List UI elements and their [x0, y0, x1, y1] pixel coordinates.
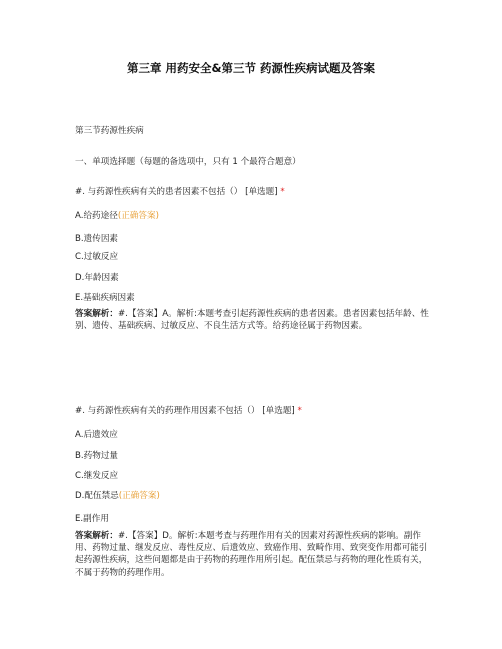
option-b: [75, 234, 118, 245]
option-label: E.副作用: [75, 514, 109, 524]
option-label: B.遗传因素: [75, 234, 119, 244]
section-heading: 第三节药源性疾病: [75, 126, 144, 136]
analysis-label: 答案解析：: [75, 309, 118, 319]
option-label: C.过敏反应: [75, 252, 119, 262]
option-e: [75, 514, 109, 525]
option-label: A.给药途径: [75, 211, 118, 221]
option-d: [75, 491, 160, 502]
option-label: A.后遗效应: [75, 430, 118, 440]
required-mark: *: [297, 406, 302, 416]
question-1-stem: [75, 187, 285, 198]
question-type: [单选题]: [245, 187, 278, 197]
analysis-text: #.【答案】D。解析:本题考查与药理作用有关的因素对药源性疾病的影响。副作用、药物过量、继发反应、毒性反应、后遗效应、致癌作用、致畸作用、致突变作用都可能引起药源性疾病，这些问题都是由于药物的药理作用所引起。配伍禁忌与药物的理化性质有关，不属于药物的药理作用。: [75, 531, 428, 578]
option-label: B.药物过量: [75, 451, 119, 461]
correct-answer-tag: (正确答案): [117, 211, 159, 221]
option-c: [75, 471, 118, 482]
required-mark: *: [280, 187, 285, 197]
correct-answer-tag: (正确答案): [118, 491, 160, 501]
option-label: D.配伍禁忌: [75, 491, 119, 501]
option-label: D.年龄因素: [75, 273, 119, 283]
analysis-text: #.【答案】A。解析:本题考查引起药源性疾病的患者因素。患者因素包括年龄、性别、遗传、基础疾病、过敏反应、不良生活方式等。给药途径属于药物因素。: [75, 309, 429, 332]
option-label: E.基础疾病因素: [75, 293, 135, 303]
option-e: [75, 293, 135, 304]
question-type: [单选题]: [262, 406, 295, 416]
document-title: 第三章 用药安全&第三节 药源性疾病试题及答案: [126, 61, 376, 75]
answer-analysis-1: [75, 308, 431, 332]
analysis-label: 答案解析：: [75, 531, 118, 541]
option-d: [75, 273, 119, 284]
option-a: [75, 211, 159, 222]
option-b: [75, 451, 118, 462]
option-label: C.继发反应: [75, 471, 119, 481]
part-heading: 一、单项选择题（每题的备选项中，只有 1 个最符合题意）: [75, 157, 301, 167]
question-stem-text: #. 与药源性疾病有关的药理作用因素不包括（）: [75, 406, 260, 416]
question-stem-text: #. 与药源性疾病有关的患者因素不包括（）: [75, 187, 243, 197]
question-2-stem: [75, 406, 302, 417]
option-c: [75, 252, 118, 263]
answer-analysis-2: [75, 530, 431, 579]
option-a: [75, 430, 118, 441]
